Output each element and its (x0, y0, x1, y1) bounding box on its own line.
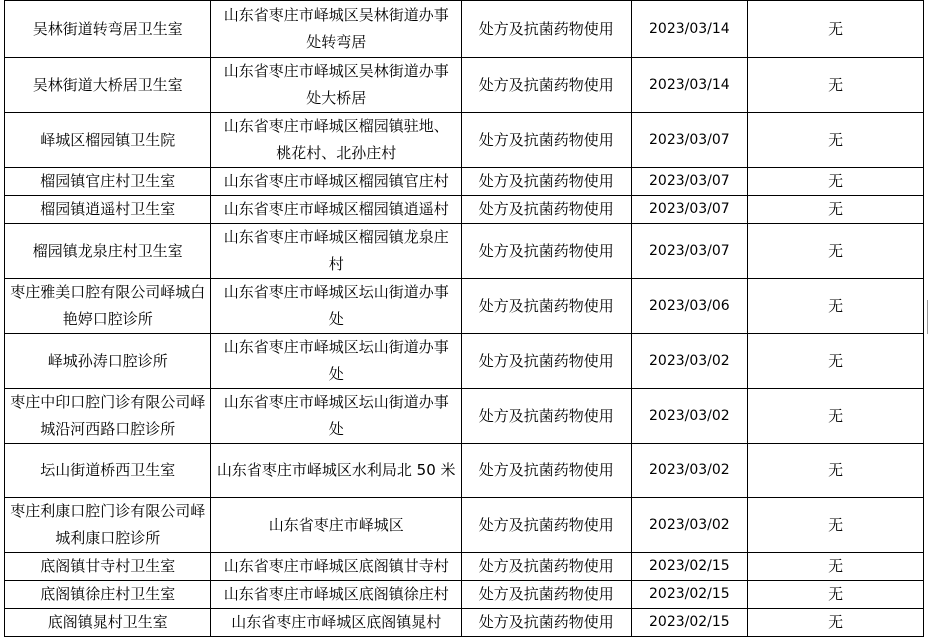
table-row (5, 334, 924, 389)
facility-name: 底阁镇甘寺村卫生室 (5, 553, 211, 581)
facility-address: 山东省枣庄市峄城区榴园镇逍遥村 (211, 196, 461, 224)
inspection-note: 无 (748, 58, 924, 113)
table-row (5, 279, 924, 334)
inspection-date: 2023/03/02 (631, 334, 748, 389)
inspection-item: 处方及抗菌药物使用 (461, 168, 631, 196)
inspection-note: 无 (748, 389, 924, 444)
table-row (5, 389, 924, 444)
inspection-date: 2023/03/02 (631, 389, 748, 444)
inspection-note: 无 (748, 444, 924, 498)
inspection-item: 处方及抗菌药物使用 (461, 196, 631, 224)
inspection-date: 2023/02/15 (631, 609, 748, 637)
inspection-item: 处方及抗菌药物使用 (461, 444, 631, 498)
page-edge-left (0, 0, 2, 632)
table-row (5, 553, 924, 581)
inspection-item: 处方及抗菌药物使用 (461, 113, 631, 168)
inspection-note: 无 (748, 1, 924, 58)
inspection-note: 无 (748, 196, 924, 224)
table-row (5, 58, 924, 113)
facility-name: 吴林街道大桥居卫生室 (5, 58, 211, 113)
facility-address: 山东省枣庄市峄城区榴园镇龙泉庄村 (211, 224, 461, 279)
table-row (5, 168, 924, 196)
facility-name: 底阁镇徐庄村卫生室 (5, 581, 211, 609)
inspection-date: 2023/02/15 (631, 581, 748, 609)
page-edge-marker (927, 300, 934, 334)
inspection-date: 2023/02/15 (631, 553, 748, 581)
facility-address: 山东省枣庄市峄城区榴园镇驻地、桃花村、北孙庄村 (211, 113, 461, 168)
inspection-date: 2023/03/02 (631, 498, 748, 553)
facility-name: 底阁镇晁村卫生室 (5, 609, 211, 637)
inspection-date: 2023/03/07 (631, 224, 748, 279)
inspection-note: 无 (748, 224, 924, 279)
facility-address: 山东省枣庄市峄城区坛山街道办事处 (211, 279, 461, 334)
table-row (5, 1, 924, 58)
inspection-table (4, 0, 924, 637)
inspection-date: 2023/03/06 (631, 279, 748, 334)
table-row (5, 224, 924, 279)
inspection-item: 处方及抗菌药物使用 (461, 553, 631, 581)
facility-name: 榴园镇龙泉庄村卫生室 (5, 224, 211, 279)
facility-address: 山东省枣庄市峄城区底阁镇徐庄村 (211, 581, 461, 609)
facility-name: 坛山街道桥西卫生室 (5, 444, 211, 498)
inspection-item: 处方及抗菌药物使用 (461, 389, 631, 444)
facility-name: 枣庄利康口腔门诊有限公司峄城利康口腔诊所 (5, 498, 211, 553)
inspection-date: 2023/03/07 (631, 168, 748, 196)
table-row (5, 444, 924, 498)
facility-address: 山东省枣庄市峄城区坛山街道办事处 (211, 334, 461, 389)
table-row (5, 498, 924, 553)
facility-name: 枣庄中印口腔门诊有限公司峄城沿河西路口腔诊所 (5, 389, 211, 444)
facility-address: 山东省枣庄市峄城区水利局北 50 米 (211, 444, 461, 498)
table-row (5, 113, 924, 168)
inspection-item: 处方及抗菌药物使用 (461, 279, 631, 334)
inspection-note: 无 (748, 581, 924, 609)
facility-address: 山东省枣庄市峄城区吴林街道办事处大桥居 (211, 58, 461, 113)
facility-name: 峄城区榴园镇卫生院 (5, 113, 211, 168)
facility-address: 山东省枣庄市峄城区底阁镇晁村 (211, 609, 461, 637)
facility-address: 山东省枣庄市峄城区坛山街道办事处 (211, 389, 461, 444)
inspection-item: 处方及抗菌药物使用 (461, 224, 631, 279)
inspection-item: 处方及抗菌药物使用 (461, 581, 631, 609)
facility-name: 榴园镇官庄村卫生室 (5, 168, 211, 196)
facility-address: 山东省枣庄市峄城区榴园镇官庄村 (211, 168, 461, 196)
inspection-date: 2023/03/02 (631, 444, 748, 498)
facility-address: 山东省枣庄市峄城区底阁镇甘寺村 (211, 553, 461, 581)
inspection-date: 2023/03/07 (631, 113, 748, 168)
inspection-date: 2023/03/07 (631, 196, 748, 224)
inspection-item: 处方及抗菌药物使用 (461, 609, 631, 637)
facility-name: 枣庄雅美口腔有限公司峄城白艳婷口腔诊所 (5, 279, 211, 334)
table-row (5, 609, 924, 637)
inspection-item: 处方及抗菌药物使用 (461, 58, 631, 113)
inspection-date: 2023/03/14 (631, 1, 748, 58)
table-row (5, 196, 924, 224)
inspection-item: 处方及抗菌药物使用 (461, 334, 631, 389)
inspection-date: 2023/03/14 (631, 58, 748, 113)
inspection-item: 处方及抗菌药物使用 (461, 498, 631, 553)
facility-address: 山东省枣庄市峄城区 (211, 498, 461, 553)
inspection-note: 无 (748, 279, 924, 334)
facility-name: 峄城孙涛口腔诊所 (5, 334, 211, 389)
facility-address: 山东省枣庄市峄城区吴林街道办事处转弯居 (211, 1, 461, 58)
facility-name: 吴林街道转弯居卫生室 (5, 1, 211, 58)
inspection-note: 无 (748, 609, 924, 637)
inspection-item: 处方及抗菌药物使用 (461, 1, 631, 58)
table-row (5, 581, 924, 609)
inspection-note: 无 (748, 168, 924, 196)
inspection-note: 无 (748, 553, 924, 581)
inspection-note: 无 (748, 498, 924, 553)
facility-name: 榴园镇逍遥村卫生室 (5, 196, 211, 224)
inspection-note: 无 (748, 334, 924, 389)
inspection-note: 无 (748, 113, 924, 168)
